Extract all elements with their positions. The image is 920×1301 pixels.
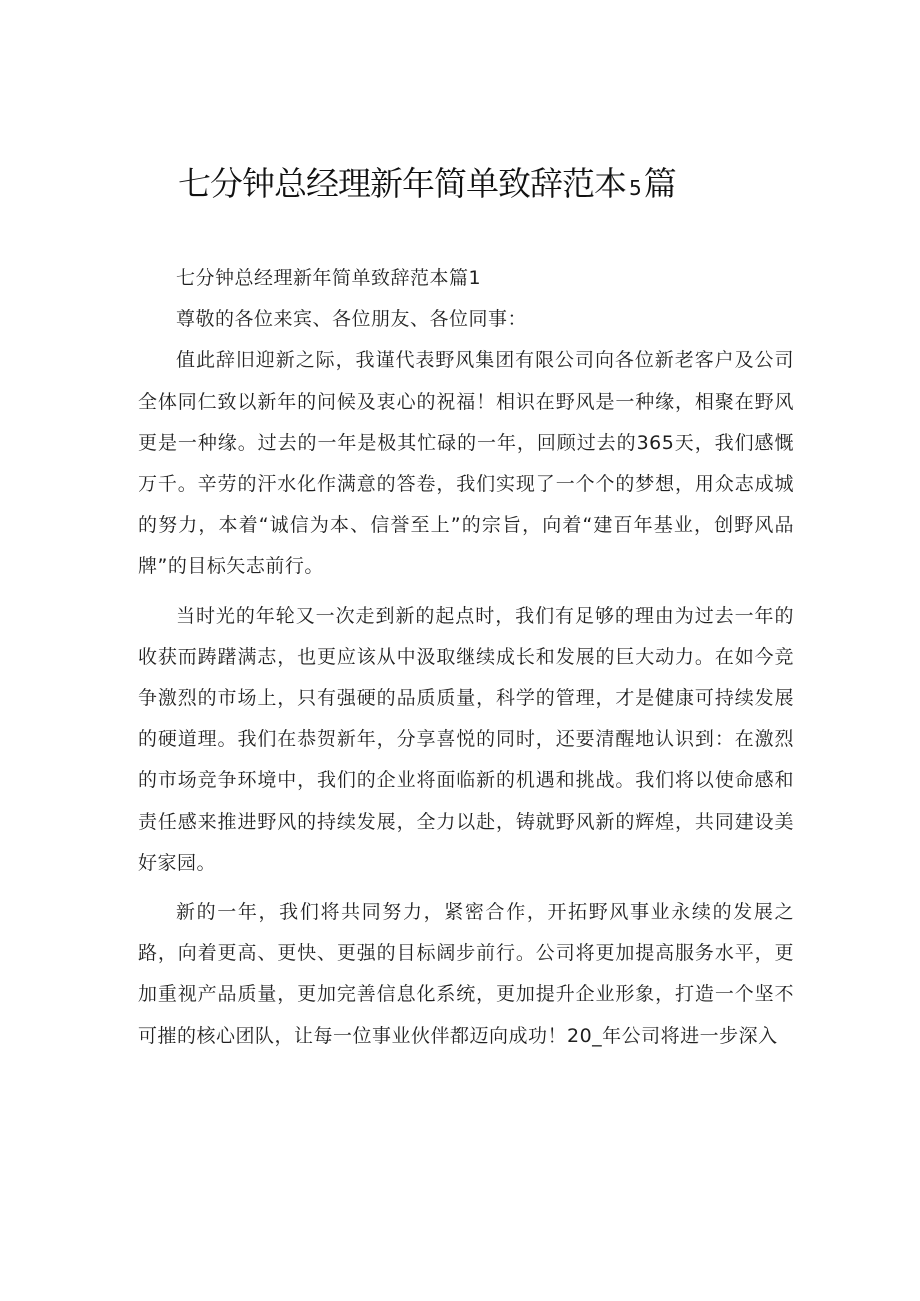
title-main-text: 七分钟总经理新年简单致辞范本 xyxy=(178,164,626,203)
title-end-text: 篇 xyxy=(643,164,676,203)
title-number: 5 xyxy=(629,176,641,200)
body-paragraph-1: 值此辞旧迎新之际，我谨代表野风集团有限公司向各位新老客户及公司全体同仁致以新年的问候及衷心的祝福！相识在野风是一种缘，相聚在野风更是一种缘。过去的一年是极其忙碌的一年，回顾过去的365天，我们感慨万千。辛劳的汗水化作满意的答卷，我们实现了一个个的梦想，用众志成城的努力，本着“诚信为本、信誉至上”的宗旨，向着“建百年基业，创野风品牌”的目标矢志前行。 xyxy=(138,349,794,578)
document-title xyxy=(178,158,778,214)
body-paragraph-3: 新的一年，我们将共同努力，紧密合作，开拓野风事业永续的发展之路，向着更高、更快、更强的目标阔步前行。公司将更加提高服务水平，更加重视产品质量，更加完善信息化系统，更加提升企业形象，打造一个坚不可摧的核心团队，让每一位事业伙伴都迈向成功！20_年公司将进一步深入 xyxy=(138,901,794,1047)
body-paragraph-2: 当时光的年轮又一次走到新的起点时，我们有足够的理由为过去一年的收获而踌躇满志，也更应该从中汲取继续成长和发展的巨大动力。在如今竞争激烈的市场上，只有强硬的品质质量，科学的管理，才是健康可持续发展的硬道理。我们在恭贺新年，分享喜悦的同时，还要清醒地认识到：在激烈的市场竞争环境中，我们的企业将面临新的机遇和挑战。我们将以使命感和责任感来推进野风的持续发展，全力以赴，铸就野风新的辉煌，共同建设美好家园。 xyxy=(138,604,794,874)
greeting-line: 尊敬的各位来宾、各位朋友、各位同事： xyxy=(176,308,528,331)
section-heading: 七分钟总经理新年简单致辞范本篇1 xyxy=(176,267,482,289)
document-body xyxy=(138,258,794,1057)
